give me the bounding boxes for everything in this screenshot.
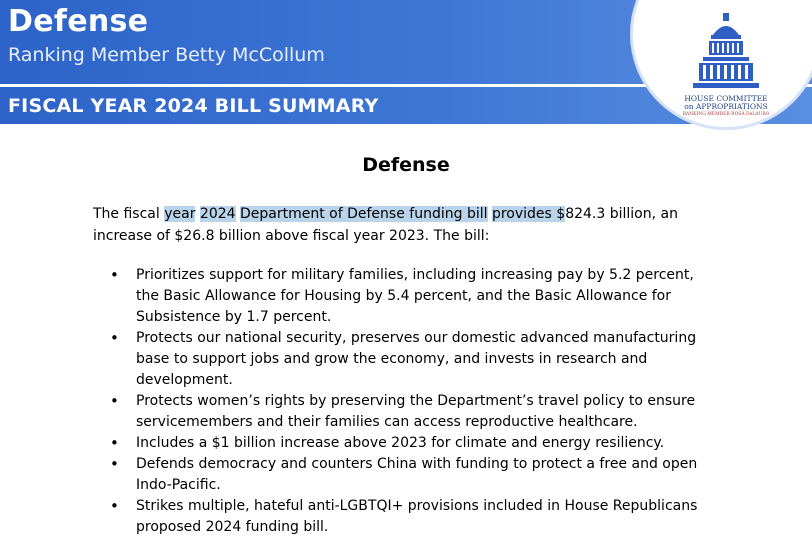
document-title: Defense: [362, 154, 450, 176]
list-item: • Protects women’s rights by preserving the Department’s travel policy to ensure servicemembers and their families can access reproductive healthcare.: [110, 391, 710, 433]
intro-paragraph: [93, 203, 703, 247]
bill-provisions-list: [110, 265, 710, 538]
banner-title: Defense: [8, 4, 149, 39]
committee-seal-logo: [630, 0, 812, 130]
fiscal-year-label: FISCAL YEAR 2024 BILL SUMMARY: [8, 95, 379, 117]
highlighted-text: year: [164, 206, 196, 222]
highlighted-text: 2024: [199, 206, 236, 222]
list-item: • Protects our national security, preserves our domestic advanced manufacturing base to support jobs and grow the economy, and invests in research and development.: [110, 328, 710, 391]
seal-text-line3: RANKING MEMBER ROSA DeLAURO: [682, 112, 770, 117]
intro-text: 824.3 billion, an increase of $26.8 billion above fiscal year 2023. The bill:: [93, 206, 678, 244]
capitol-dome-icon: [685, 13, 767, 93]
highlighted-text: provides $: [491, 206, 566, 222]
list-item: • Prioritizes support for military families, including increasing pay by 5.2 percent, the Basic Allowance for Housing by 5.4 percent, and the Basic Allowance for Subsistence by 1.7 percent.: [110, 265, 710, 328]
list-item: • Strikes multiple, hateful anti-LGBTQI+ provisions included in House Republicans proposed 2024 funding bill.: [110, 496, 710, 538]
seal-text-line1: HOUSE COMMITTEE: [684, 94, 768, 103]
banner-subtitle: Ranking Member Betty McCollum: [8, 44, 325, 66]
highlighted-text: Department of Defense funding bill: [240, 206, 488, 222]
list-item: • Includes a $1 billion increase above 2023 for climate and energy resiliency.: [110, 433, 710, 454]
seal-text-line2: on APPROPRIATIONS: [684, 102, 768, 111]
list-item: • Defends democracy and counters China with funding to protect a free and open Indo-Pacific.: [110, 454, 710, 496]
intro-text: The fiscal: [93, 206, 165, 222]
